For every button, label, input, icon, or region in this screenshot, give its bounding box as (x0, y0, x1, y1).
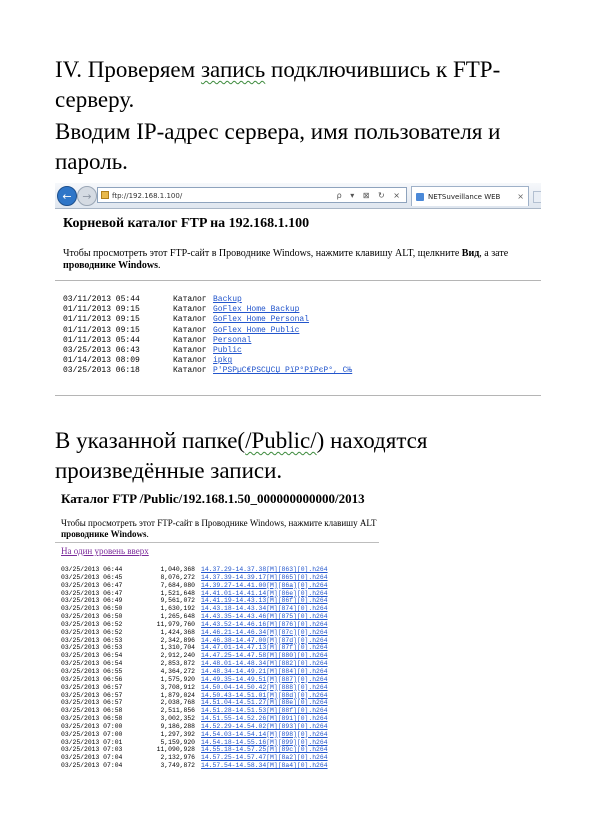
file-row (61, 629, 328, 637)
row-date: 01/11/2013 09:15 (63, 315, 140, 325)
file-size: 2,511,856 (160, 707, 195, 715)
file-date: 03/25/2013 06:54 (61, 660, 123, 668)
tab-label: NETSuveillance WEB (428, 193, 501, 201)
file-link[interactable]: 14.43.18-14.43.34[M][874][0].h264 (201, 605, 328, 613)
file-link[interactable]: 14.50.43-14.51.01[M][88d][0].h264 (201, 691, 328, 699)
file-link[interactable]: 14.55.18-14.57.25[M][89c][0].h264 (201, 746, 328, 754)
divider (55, 542, 379, 543)
file-row (61, 605, 328, 613)
file-date: 03/25/2013 07:00 (61, 722, 123, 730)
row-type: Каталог (173, 295, 207, 304)
public-desc-line2-end: . (146, 529, 149, 539)
file-date: 03/25/2013 07:01 (61, 738, 123, 746)
ftp-public-title: Каталог FTP /Public/192.168.1.50_000000000000/2013 (61, 491, 365, 506)
credentials-text-line2: пароль. (55, 149, 128, 174)
browser-tab[interactable] (411, 186, 529, 206)
file-date: 03/25/2013 06:57 (61, 691, 123, 699)
file-link[interactable]: 14.46.21-14.46.34[M][87c][0].h264 (201, 628, 328, 636)
file-row (61, 723, 328, 731)
directory-row (63, 326, 352, 336)
file-size: 1,575,920 (160, 675, 195, 683)
row-date: 01/14/2013 08:09 (63, 356, 140, 366)
file-size: 3,749,872 (160, 762, 195, 770)
step-4-text-line2: серверу. (55, 87, 135, 112)
instruction-public-folder (55, 426, 427, 486)
file-date: 03/25/2013 07:04 (61, 762, 123, 770)
step-4-text-b: запись (200, 57, 266, 82)
public-text-b: /Public/ (245, 428, 317, 453)
file-row (61, 590, 328, 598)
directory-row (63, 315, 352, 325)
file-date: 03/25/2013 07:03 (61, 746, 123, 754)
file-size: 7,684,080 (160, 581, 195, 589)
directory-row (63, 346, 352, 356)
file-link[interactable]: 14.47.01-14.47.13[M][87f][0].h264 (201, 644, 328, 652)
row-type: Каталог (173, 345, 207, 355)
file-link[interactable]: 14.50.04-14.50.42[M][888][0].h264 (201, 683, 328, 691)
directory-link[interactable]: Backup (213, 295, 242, 304)
file-link[interactable]: 14.54.03-14.54.14[M][898][0].h264 (201, 730, 328, 738)
file-date: 03/25/2013 06:57 (61, 683, 123, 691)
ftp-public-listing (61, 566, 328, 770)
file-row (61, 613, 328, 621)
file-row (61, 637, 328, 645)
directory-link[interactable]: Public (213, 345, 242, 355)
file-row (61, 762, 328, 770)
directory-link[interactable]: Р'РЅРµС€РЅСЏСЏ РїР°РїРєР°, CЊ (213, 366, 353, 376)
desc-line2-end: . (158, 260, 161, 271)
file-date: 03/25/2013 06:57 (61, 699, 123, 707)
file-row (61, 692, 328, 700)
directory-row (63, 366, 352, 376)
file-link[interactable]: 14.49.35-14.49.51[M][887][0].h264 (201, 675, 328, 683)
file-date: 03/25/2013 06:56 (61, 675, 123, 683)
file-size: 1,630,192 (160, 605, 195, 613)
file-row (61, 676, 328, 684)
desc-text-bold: Вид (461, 248, 480, 259)
file-row (61, 597, 328, 605)
back-arrow-icon[interactable]: ← (57, 186, 77, 206)
row-date: 03/11/2013 05:44 (63, 295, 140, 304)
file-date: 03/25/2013 06:53 (61, 636, 123, 644)
file-row (61, 582, 328, 590)
row-date: 01/11/2013 05:44 (63, 335, 140, 345)
file-row (61, 566, 328, 574)
ftp-root-listing (63, 295, 352, 377)
file-size: 2,132,976 (160, 754, 195, 762)
directory-row (63, 336, 352, 346)
browser-toolbar (55, 183, 541, 209)
file-date: 03/25/2013 06:49 (61, 597, 123, 605)
row-type: Каталог (173, 325, 207, 335)
file-link[interactable]: 14.48.01-14.48.34[M][882][0].h264 (201, 660, 328, 668)
file-size: 1,424,368 (160, 628, 195, 636)
file-link[interactable]: 14.51.55-14.52.26[M][891][0].h264 (201, 715, 328, 723)
file-date: 03/25/2013 06:47 (61, 581, 123, 589)
file-date: 03/25/2013 07:04 (61, 754, 123, 762)
row-type: Каталог (173, 335, 207, 345)
address-bar[interactable] (97, 187, 407, 203)
directory-link[interactable]: Personal (213, 335, 252, 345)
up-one-level-link[interactable]: На один уровень вверх (61, 546, 149, 556)
desc-line2-text: проводнике Windows (63, 260, 158, 271)
file-row (61, 660, 328, 668)
ftp-root-description-line2 (63, 260, 161, 271)
row-date: 01/11/2013 09:15 (63, 305, 140, 315)
file-link[interactable]: 14.43.52-14.46.16[M][876][0].h264 (201, 620, 328, 628)
public-text-c: ) находятся (316, 428, 428, 453)
file-row (61, 731, 328, 739)
file-date: 03/25/2013 06:44 (61, 566, 123, 573)
file-row (61, 754, 328, 762)
row-date: 03/25/2013 06:43 (63, 345, 140, 355)
file-link[interactable]: 14.51.28-14.51.53[M][88f][0].h264 (201, 707, 328, 715)
file-date: 03/25/2013 06:55 (61, 667, 123, 675)
forward-arrow-icon[interactable]: → (77, 186, 97, 206)
file-row (61, 684, 328, 692)
file-size: 11,979,760 (156, 620, 195, 628)
ftp-root-description (63, 247, 508, 261)
file-size: 1,879,024 (160, 691, 195, 699)
public-text-a: В указанной папке( (55, 428, 246, 453)
desc-text-a: Чтобы просмотреть этот FTP-сайт в Проводнике Windows, нажмите клавишу ALT, щелкните (63, 248, 462, 259)
credentials-text-line1: Вводим IP-адрес сервера, имя пользователя и (55, 119, 501, 144)
row-type: Каталог (173, 366, 207, 376)
step-4-text-a: IV. Проверяем (55, 57, 201, 82)
file-size: 11,090,928 (156, 746, 195, 754)
file-date: 03/25/2013 06:50 (61, 605, 123, 613)
file-size: 4,364,272 (160, 667, 195, 675)
file-link[interactable]: 14.54.18-14.55.16[M][899][0].h264 (201, 738, 328, 746)
file-size: 1,310,704 (160, 644, 195, 652)
directory-link[interactable]: ipkg (213, 356, 233, 366)
file-row (61, 707, 328, 715)
row-type: Каталог (173, 356, 207, 366)
file-row (61, 644, 328, 652)
file-size: 1,297,392 (160, 730, 195, 738)
directory-row (63, 305, 352, 315)
directory-link[interactable]: GoFlex Home Public (213, 325, 300, 335)
public-text-line2: произведённые записи. (55, 458, 283, 483)
file-link[interactable]: 14.39.27-14.41.00[M][86a][0].h264 (201, 581, 328, 589)
address-text: ftp://192.168.1.100/ (112, 192, 183, 200)
file-link[interactable]: 14.37.29-14.37.38[M][863][0].h264 (201, 566, 328, 573)
divider (55, 395, 541, 396)
file-row (61, 715, 328, 723)
public-desc-line2-text: проводнике Windows (61, 529, 147, 539)
directory-link[interactable]: GoFlex Home Backup (213, 305, 300, 315)
tab-favicon-icon (416, 193, 424, 201)
ftp-public-description-line2 (61, 529, 149, 539)
file-size: 1,265,648 (160, 613, 195, 621)
file-link[interactable]: 14.48.34-14.49.21[M][884][0].h264 (201, 667, 328, 675)
ftp-public-description: Чтобы просмотреть этот FTP-сайт в Проводнике Windows, нажмите клавишу ALT (61, 518, 377, 528)
file-link[interactable]: 14.41.01-14.41.14[M][86e][0].h264 (201, 589, 328, 597)
file-size: 2,342,896 (160, 636, 195, 644)
file-size: 5,159,920 (160, 738, 195, 746)
file-date: 03/25/2013 06:47 (61, 589, 123, 597)
file-link[interactable]: 14.57.54-14.58.34[M][8a4][0].h264 (201, 762, 328, 770)
file-size: 3,708,912 (160, 683, 195, 691)
directory-link[interactable]: GoFlex Home Personal (213, 315, 310, 325)
file-size: 2,038,768 (160, 699, 195, 707)
file-link[interactable]: 14.57.25-14.57.47[M][8a2][0].h264 (201, 754, 328, 762)
file-date: 03/25/2013 06:45 (61, 573, 123, 581)
file-link[interactable]: 14.37.39-14.39.17[M][865][0].h264 (201, 573, 328, 581)
file-link[interactable]: 14.51.04-14.51.27[M][88e][0].h264 (201, 699, 328, 707)
file-size: 1,521,648 (160, 589, 195, 597)
ftp-folder-icon (101, 191, 109, 199)
divider (55, 280, 541, 281)
instruction-enter-credentials (55, 117, 500, 177)
step-4-text-c: подключившись к FTP- (265, 57, 501, 82)
file-size: 3,002,352 (160, 715, 195, 723)
file-size: 2,853,872 (160, 660, 195, 668)
file-row (61, 621, 328, 629)
directory-row (63, 295, 352, 305)
ftp-root-screenshot (55, 183, 541, 398)
desc-text-c: , а зате (479, 248, 509, 259)
address-tools-icons[interactable]: ρ ▾ ⊠ ↻ × (336, 191, 403, 200)
file-date: 03/25/2013 06:58 (61, 715, 123, 723)
file-date: 03/25/2013 07:00 (61, 730, 123, 738)
file-link[interactable]: 14.46.38-14.47.00[M][87d][0].h264 (201, 636, 328, 644)
file-size: 2,912,240 (160, 652, 195, 660)
file-date: 03/25/2013 06:52 (61, 628, 123, 636)
row-type: Каталог (173, 315, 207, 325)
file-link[interactable]: 14.52.29-14.54.02[M][893][0].h264 (201, 722, 328, 730)
file-date: 03/25/2013 06:53 (61, 644, 123, 652)
ftp-public-screenshot (55, 491, 379, 776)
file-row (61, 574, 328, 582)
file-date: 03/25/2013 06:58 (61, 707, 123, 715)
file-row (61, 746, 328, 754)
file-row (61, 668, 328, 676)
file-size: 8,076,272 (160, 573, 195, 581)
row-date: 03/25/2013 06:18 (63, 366, 140, 376)
file-row (61, 699, 328, 707)
file-link[interactable]: 14.43.35-14.43.46[M][875][0].h264 (201, 613, 328, 621)
file-row (61, 652, 328, 660)
tab-close-icon[interactable]: × (517, 192, 524, 201)
ftp-root-title: Корневой каталог FTP на 192.168.1.100 (63, 216, 310, 231)
file-size: 9,186,288 (160, 722, 195, 730)
file-size: 9,561,072 (160, 597, 195, 605)
instruction-step-4 (55, 55, 500, 115)
file-row (61, 739, 328, 747)
row-type: Каталог (173, 305, 207, 315)
directory-row (63, 356, 352, 366)
file-link[interactable]: 14.47.25-14.47.58[M][880][0].h264 (201, 652, 328, 660)
file-date: 03/25/2013 06:50 (61, 613, 123, 621)
row-date: 01/11/2013 09:15 (63, 325, 140, 335)
file-date: 03/25/2013 06:52 (61, 620, 123, 628)
file-size: 1,040,368 (160, 566, 195, 573)
file-date: 03/25/2013 06:54 (61, 652, 123, 660)
file-link[interactable]: 14.41.19-14.43.13[M][86f][0].h264 (201, 597, 328, 605)
new-tab-button[interactable] (533, 191, 541, 203)
